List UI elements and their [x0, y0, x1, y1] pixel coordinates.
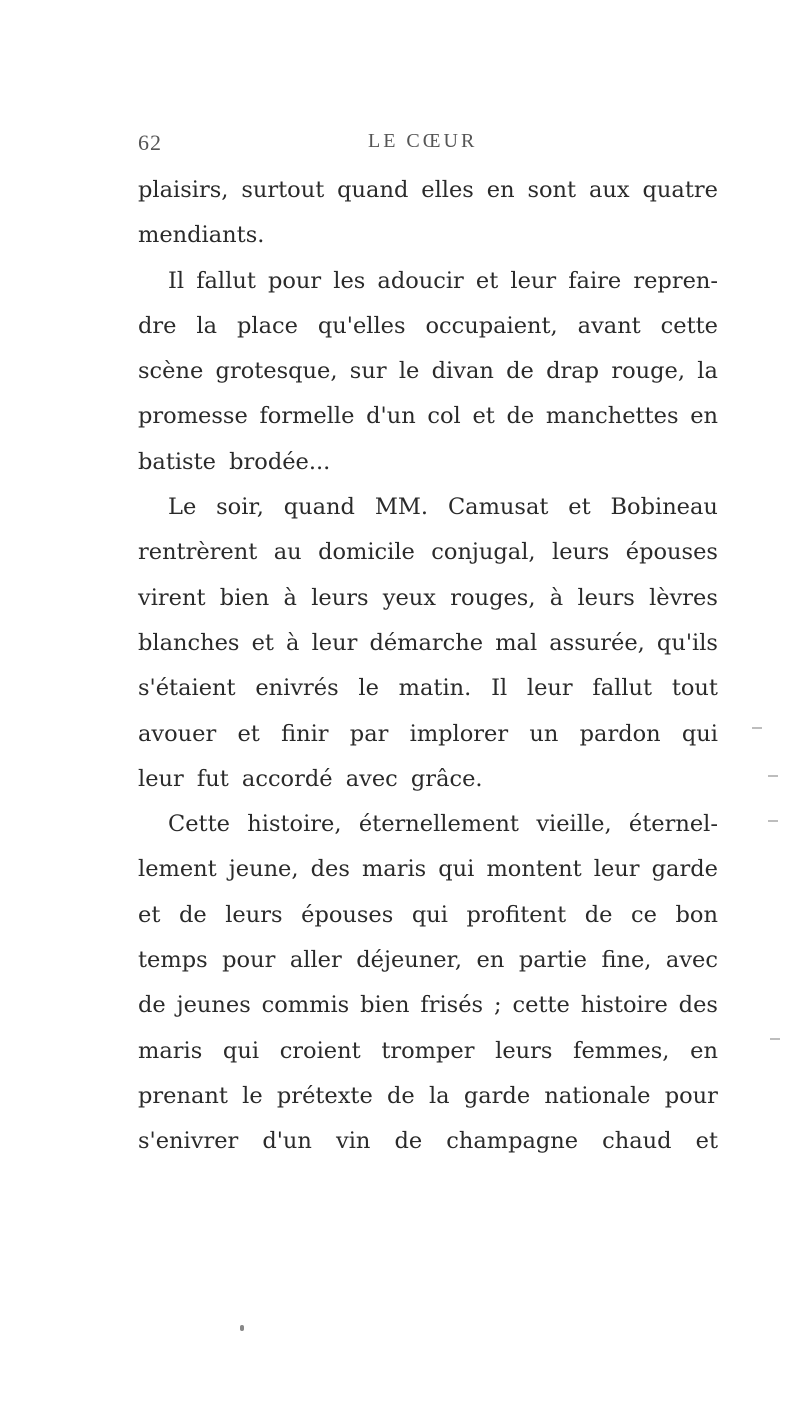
margin-mark [768, 775, 778, 777]
running-head [138, 130, 718, 158]
margin-mark [752, 727, 762, 729]
text-line: dre la place qu'elles occupaient, avant cette [138, 312, 718, 339]
text-line: maris qui croient tromper leurs femmes, en [138, 1037, 718, 1064]
ink-dot [240, 1325, 244, 1331]
text-line: et de leurs épouses qui profitent de ce bon [138, 901, 718, 928]
text-line: promesse formelle d'un col et de manchettes en [138, 403, 718, 430]
text-line: avouer et finir par implorer un pardon qui [138, 720, 718, 747]
text-line: de jeunes commis bien frisés ; cette histoire des [138, 992, 718, 1019]
text-line: plaisirs, surtout quand elles en sont aux quatre [138, 177, 718, 203]
text-line: batiste brodée... [138, 448, 331, 475]
text-line: temps pour aller déjeuner, en partie fine, avec [138, 947, 718, 974]
page-number: 62 [138, 130, 162, 155]
text-line: virent bien à leurs yeux rouges, à leurs lèvres [138, 584, 718, 611]
text-line: s'étaient enivrés le matin. Il leur fallut tout [138, 675, 718, 702]
body-text [138, 168, 718, 1165]
text-line: Le soir, quand MM. Camusat et Bobineau [168, 494, 718, 521]
text-line: Il fallut pour les adoucir et leur faire repren- [168, 267, 718, 294]
text-line: Cette histoire, éternellement vieille, éternel- [168, 811, 718, 838]
text-line: rentrèrent au domicile conjugal, leurs épouses [138, 539, 718, 566]
text-line: mendiants. [138, 222, 265, 249]
text-line: lement jeune, des maris qui montent leur garde [138, 856, 718, 883]
margin-mark [768, 820, 778, 822]
margin-mark [770, 1038, 780, 1040]
text-line: leur fut accordé avec grâce. [138, 765, 483, 792]
text-line: s'enivrer d'un vin de champagne chaud et [138, 1128, 718, 1155]
running-title: LE CŒUR [368, 130, 478, 152]
text-line: scène grotesque, sur le divan de drap rouge, la [138, 358, 718, 385]
text-line: prenant le prétexte de la garde nationale pour [138, 1082, 718, 1109]
text-line: blanches et à leur démarche mal assurée, qu'ils [138, 629, 718, 656]
